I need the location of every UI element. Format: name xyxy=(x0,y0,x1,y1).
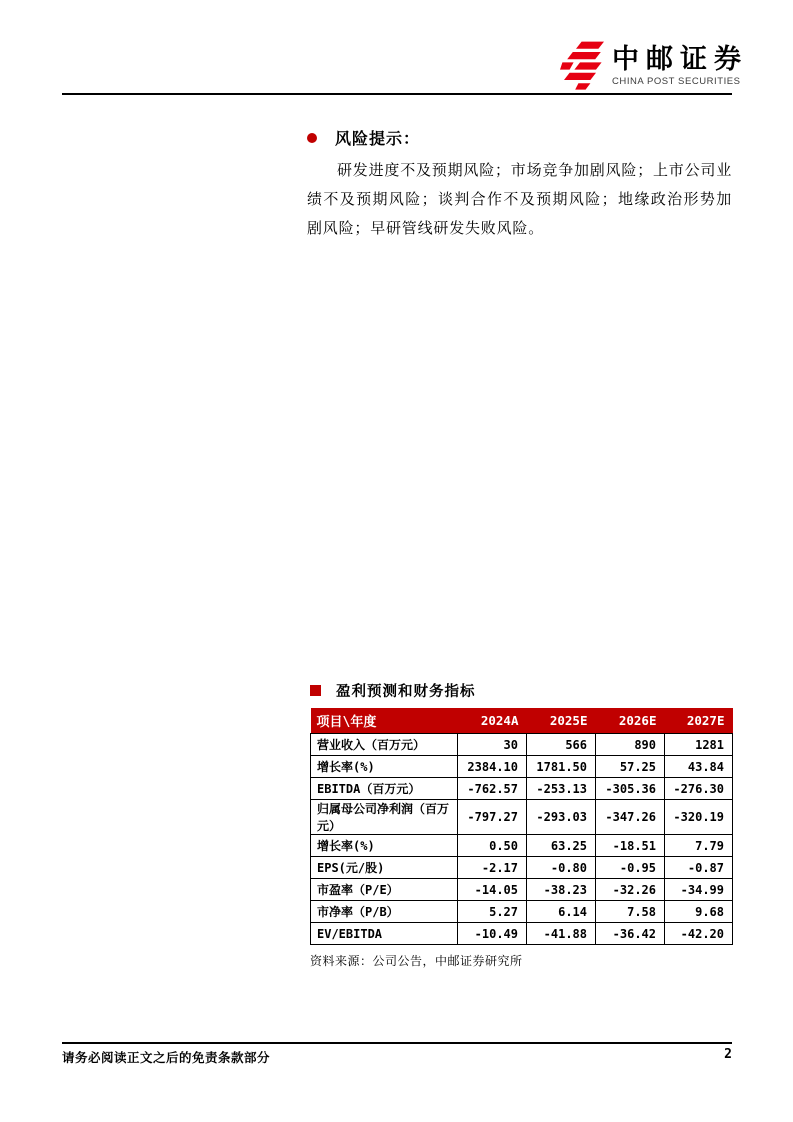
cell-value: -18.51 xyxy=(596,835,665,857)
header-2025e: 2025E xyxy=(527,708,596,734)
brand-logo xyxy=(560,38,748,92)
row-label: 增长率(%) xyxy=(311,835,458,857)
cell-value: 1281 xyxy=(665,734,733,756)
forecast-title: 盈利预测和财务指标 xyxy=(336,684,476,700)
cell-value: 1781.50 xyxy=(527,756,596,778)
table-header-row xyxy=(311,708,733,734)
cell-value: 5.27 xyxy=(458,901,527,923)
table-row xyxy=(311,879,733,901)
cell-value: -276.30 xyxy=(665,778,733,800)
brand-text xyxy=(612,38,748,87)
row-label: 营业收入（百万元） xyxy=(311,734,458,756)
row-label: 市净率（P/B） xyxy=(311,901,458,923)
cell-value: 63.25 xyxy=(527,835,596,857)
cell-value: -305.36 xyxy=(596,778,665,800)
cell-value: -0.87 xyxy=(665,857,733,879)
footer-divider xyxy=(62,1042,732,1044)
table-row xyxy=(311,835,733,857)
forecast-heading xyxy=(310,680,732,701)
cell-value: 566 xyxy=(527,734,596,756)
table-row xyxy=(311,857,733,879)
cell-value: 7.79 xyxy=(665,835,733,857)
header-divider xyxy=(62,93,732,95)
footer-disclaimer: 请务必阅读正文之后的免责条款部分 xyxy=(62,1051,271,1065)
financial-table xyxy=(310,708,733,945)
row-label: 归属母公司净利润（百万元） xyxy=(311,800,458,835)
table-row xyxy=(311,923,733,945)
cell-value: 9.68 xyxy=(665,901,733,923)
cell-value: -14.05 xyxy=(458,879,527,901)
brand-name-en: CHINA POST SECURITIES xyxy=(612,76,741,87)
cell-value: -41.88 xyxy=(527,923,596,945)
brand-name-cn: 中邮证券 xyxy=(612,44,748,74)
cell-value: -0.95 xyxy=(596,857,665,879)
table-row xyxy=(311,756,733,778)
row-label: 市盈率（P/E） xyxy=(311,879,458,901)
cell-value: -797.27 xyxy=(458,800,527,835)
cell-value: 57.25 xyxy=(596,756,665,778)
row-label: EPS(元/股) xyxy=(311,857,458,879)
risk-section xyxy=(307,126,732,244)
cell-value: -2.17 xyxy=(458,857,527,879)
cell-value: -36.42 xyxy=(596,923,665,945)
risk-title: 风险提示： xyxy=(335,131,421,148)
header-2026e: 2026E xyxy=(596,708,665,734)
cell-value: 2384.10 xyxy=(458,756,527,778)
source-note: 资料来源：公司公告，中邮证券研究所 xyxy=(310,954,523,968)
header-item-year: 项目\年度 xyxy=(311,708,458,734)
page-number: 2 xyxy=(724,1047,732,1062)
row-label: EV/EBITDA xyxy=(311,923,458,945)
table-row xyxy=(311,800,733,835)
cell-value: -293.03 xyxy=(527,800,596,835)
risk-body-text: 研发进度不及预期风险；市场竞争加剧风险；上市公司业绩不及预期风险；谈判合作不及预期风险；地缘政治形势加剧风险；早研管线研发失败风险。 xyxy=(307,163,733,237)
header-2024a: 2024A xyxy=(458,708,527,734)
cell-value: -34.99 xyxy=(665,879,733,901)
square-bullet-icon xyxy=(310,685,321,696)
circle-bullet-icon xyxy=(307,133,317,143)
forecast-table-body xyxy=(311,734,733,945)
cell-value: 30 xyxy=(458,734,527,756)
cell-value: 6.14 xyxy=(527,901,596,923)
table-row xyxy=(311,734,733,756)
row-label: 增长率(%) xyxy=(311,756,458,778)
table-row xyxy=(311,901,733,923)
header-2027e: 2027E xyxy=(665,708,733,734)
cell-value: -253.13 xyxy=(527,778,596,800)
cell-value: -38.23 xyxy=(527,879,596,901)
cell-value: 0.50 xyxy=(458,835,527,857)
risk-heading xyxy=(307,126,732,149)
china-post-emblem-icon xyxy=(560,38,608,90)
cell-value: -320.19 xyxy=(665,800,733,835)
cell-value: -42.20 xyxy=(665,923,733,945)
cell-value: 890 xyxy=(596,734,665,756)
row-label: EBITDA（百万元） xyxy=(311,778,458,800)
cell-value: -762.57 xyxy=(458,778,527,800)
cell-value: 43.84 xyxy=(665,756,733,778)
cell-value: -347.26 xyxy=(596,800,665,835)
cell-value: -32.26 xyxy=(596,879,665,901)
table-row xyxy=(311,778,733,800)
forecast-section xyxy=(310,680,732,969)
cell-value: -10.49 xyxy=(458,923,527,945)
cell-value: -0.80 xyxy=(527,857,596,879)
cell-value: 7.58 xyxy=(596,901,665,923)
